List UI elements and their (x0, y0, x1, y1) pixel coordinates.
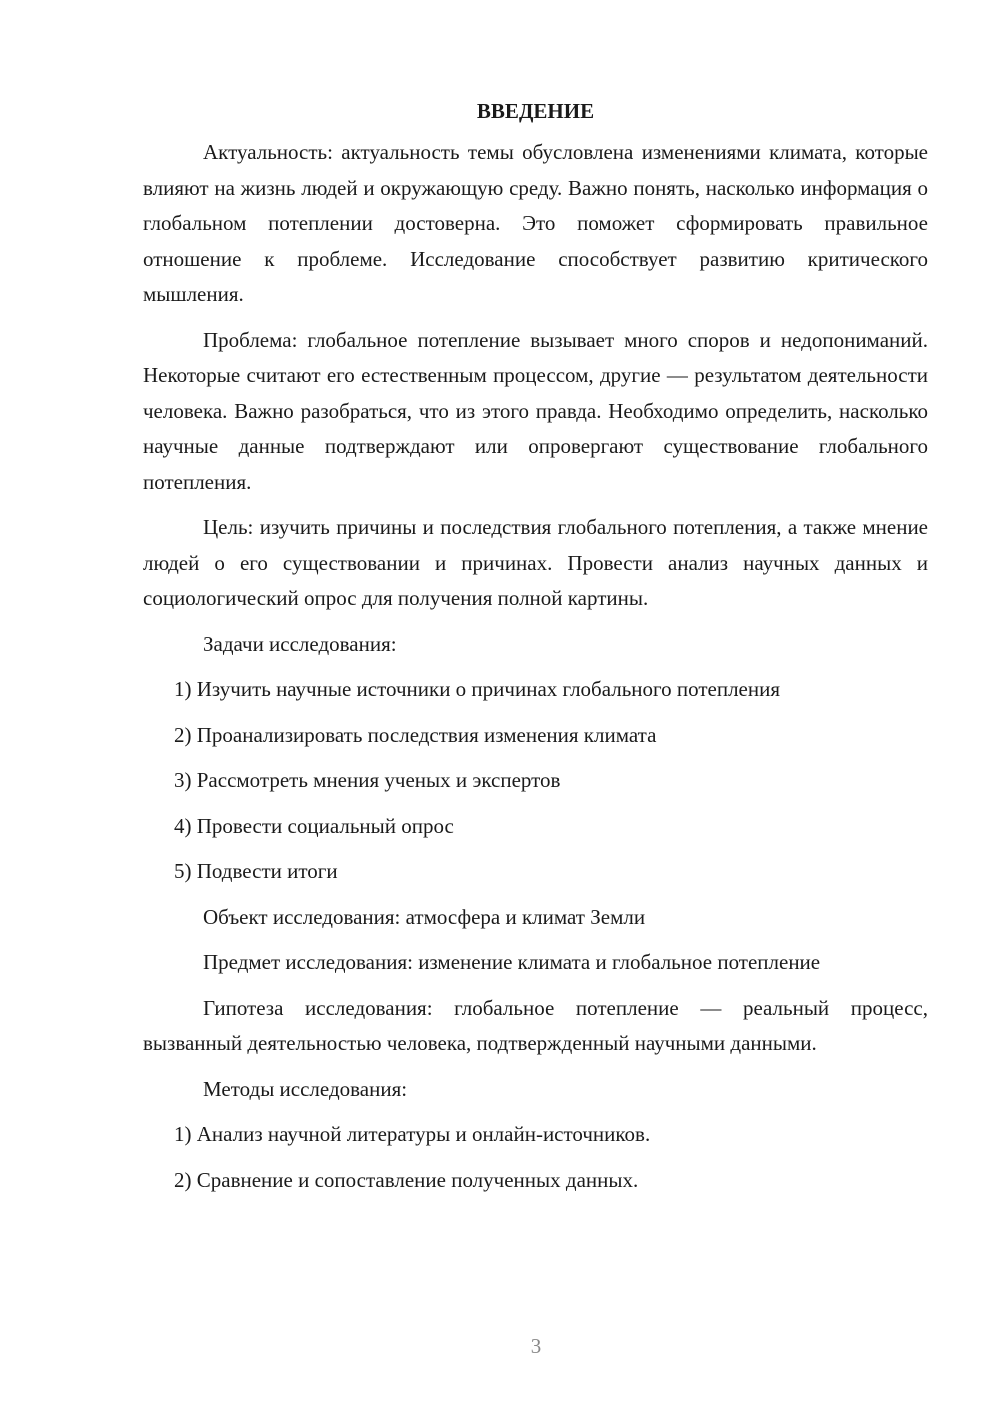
tasks-list (143, 672, 928, 890)
paragraph-subject: Предмет исследования: изменение климата и глобальное потепление (203, 950, 821, 974)
page-title: ВВЕДЕНИЕ (476, 99, 595, 123)
list-item-task-5: 5) Подвести итоги (174, 859, 338, 883)
paragraph-object: Объект исследования: атмосфера и климат Земли (203, 904, 646, 929)
list-item-task-2: 2) Проанализировать последствия изменения климата (174, 722, 657, 747)
list-item-task-4: 4) Провести социальный опрос (174, 813, 454, 838)
page-number: 3 (530, 1334, 542, 1358)
list-item-method-2: 2) Сравнение и сопоставление полученных данных. (174, 1167, 639, 1192)
list-item-task-3: 3) Рассмотреть мнения ученых и экспертов (174, 768, 561, 792)
paragraph-problem: Проблема: глобальное потепление вызывает много споров и недопониманий. Некоторые считают его естественным процессом, другие — результатом деятельности человека. Важно разобраться, что из этого правда. Необходимо определить, насколько научные данные подтверждают или опровергают существование глобального потепления. (143, 327, 928, 494)
page-content (143, 91, 928, 1208)
list-item-task-1: 1) Изучить научные источники о причинах глобального потепления (174, 677, 781, 701)
list-item-method-1: 1) Анализ научной литературы и онлайн-источников. (174, 1122, 651, 1146)
tasks-heading: Задачи исследования: (203, 631, 397, 656)
paragraph-hypothesis: Гипотеза исследования: глобальное потепление — реальный процесс, вызванный деятельностью человека, подтвержденный научными данными. (143, 995, 928, 1055)
methods-heading: Методы исследования: (203, 1076, 408, 1101)
methods-list (143, 1117, 928, 1198)
paragraph-goal: Цель: изучить причины и последствия глобального потепления, а также мнение людей о его существовании и причинах. Провести анализ научных данных и социологический опрос для получения полной картины. (143, 515, 928, 610)
paragraph-relevance: Актуальность: актуальность темы обусловлена изменениями климата, которые влияют на жизнь людей и окружающую среду. Важно понять, насколько информация о глобальном потеплении достоверна. Это поможет сформировать правильное отношение к проблеме. Исследование способствует развитию критического мышления. (143, 140, 928, 306)
